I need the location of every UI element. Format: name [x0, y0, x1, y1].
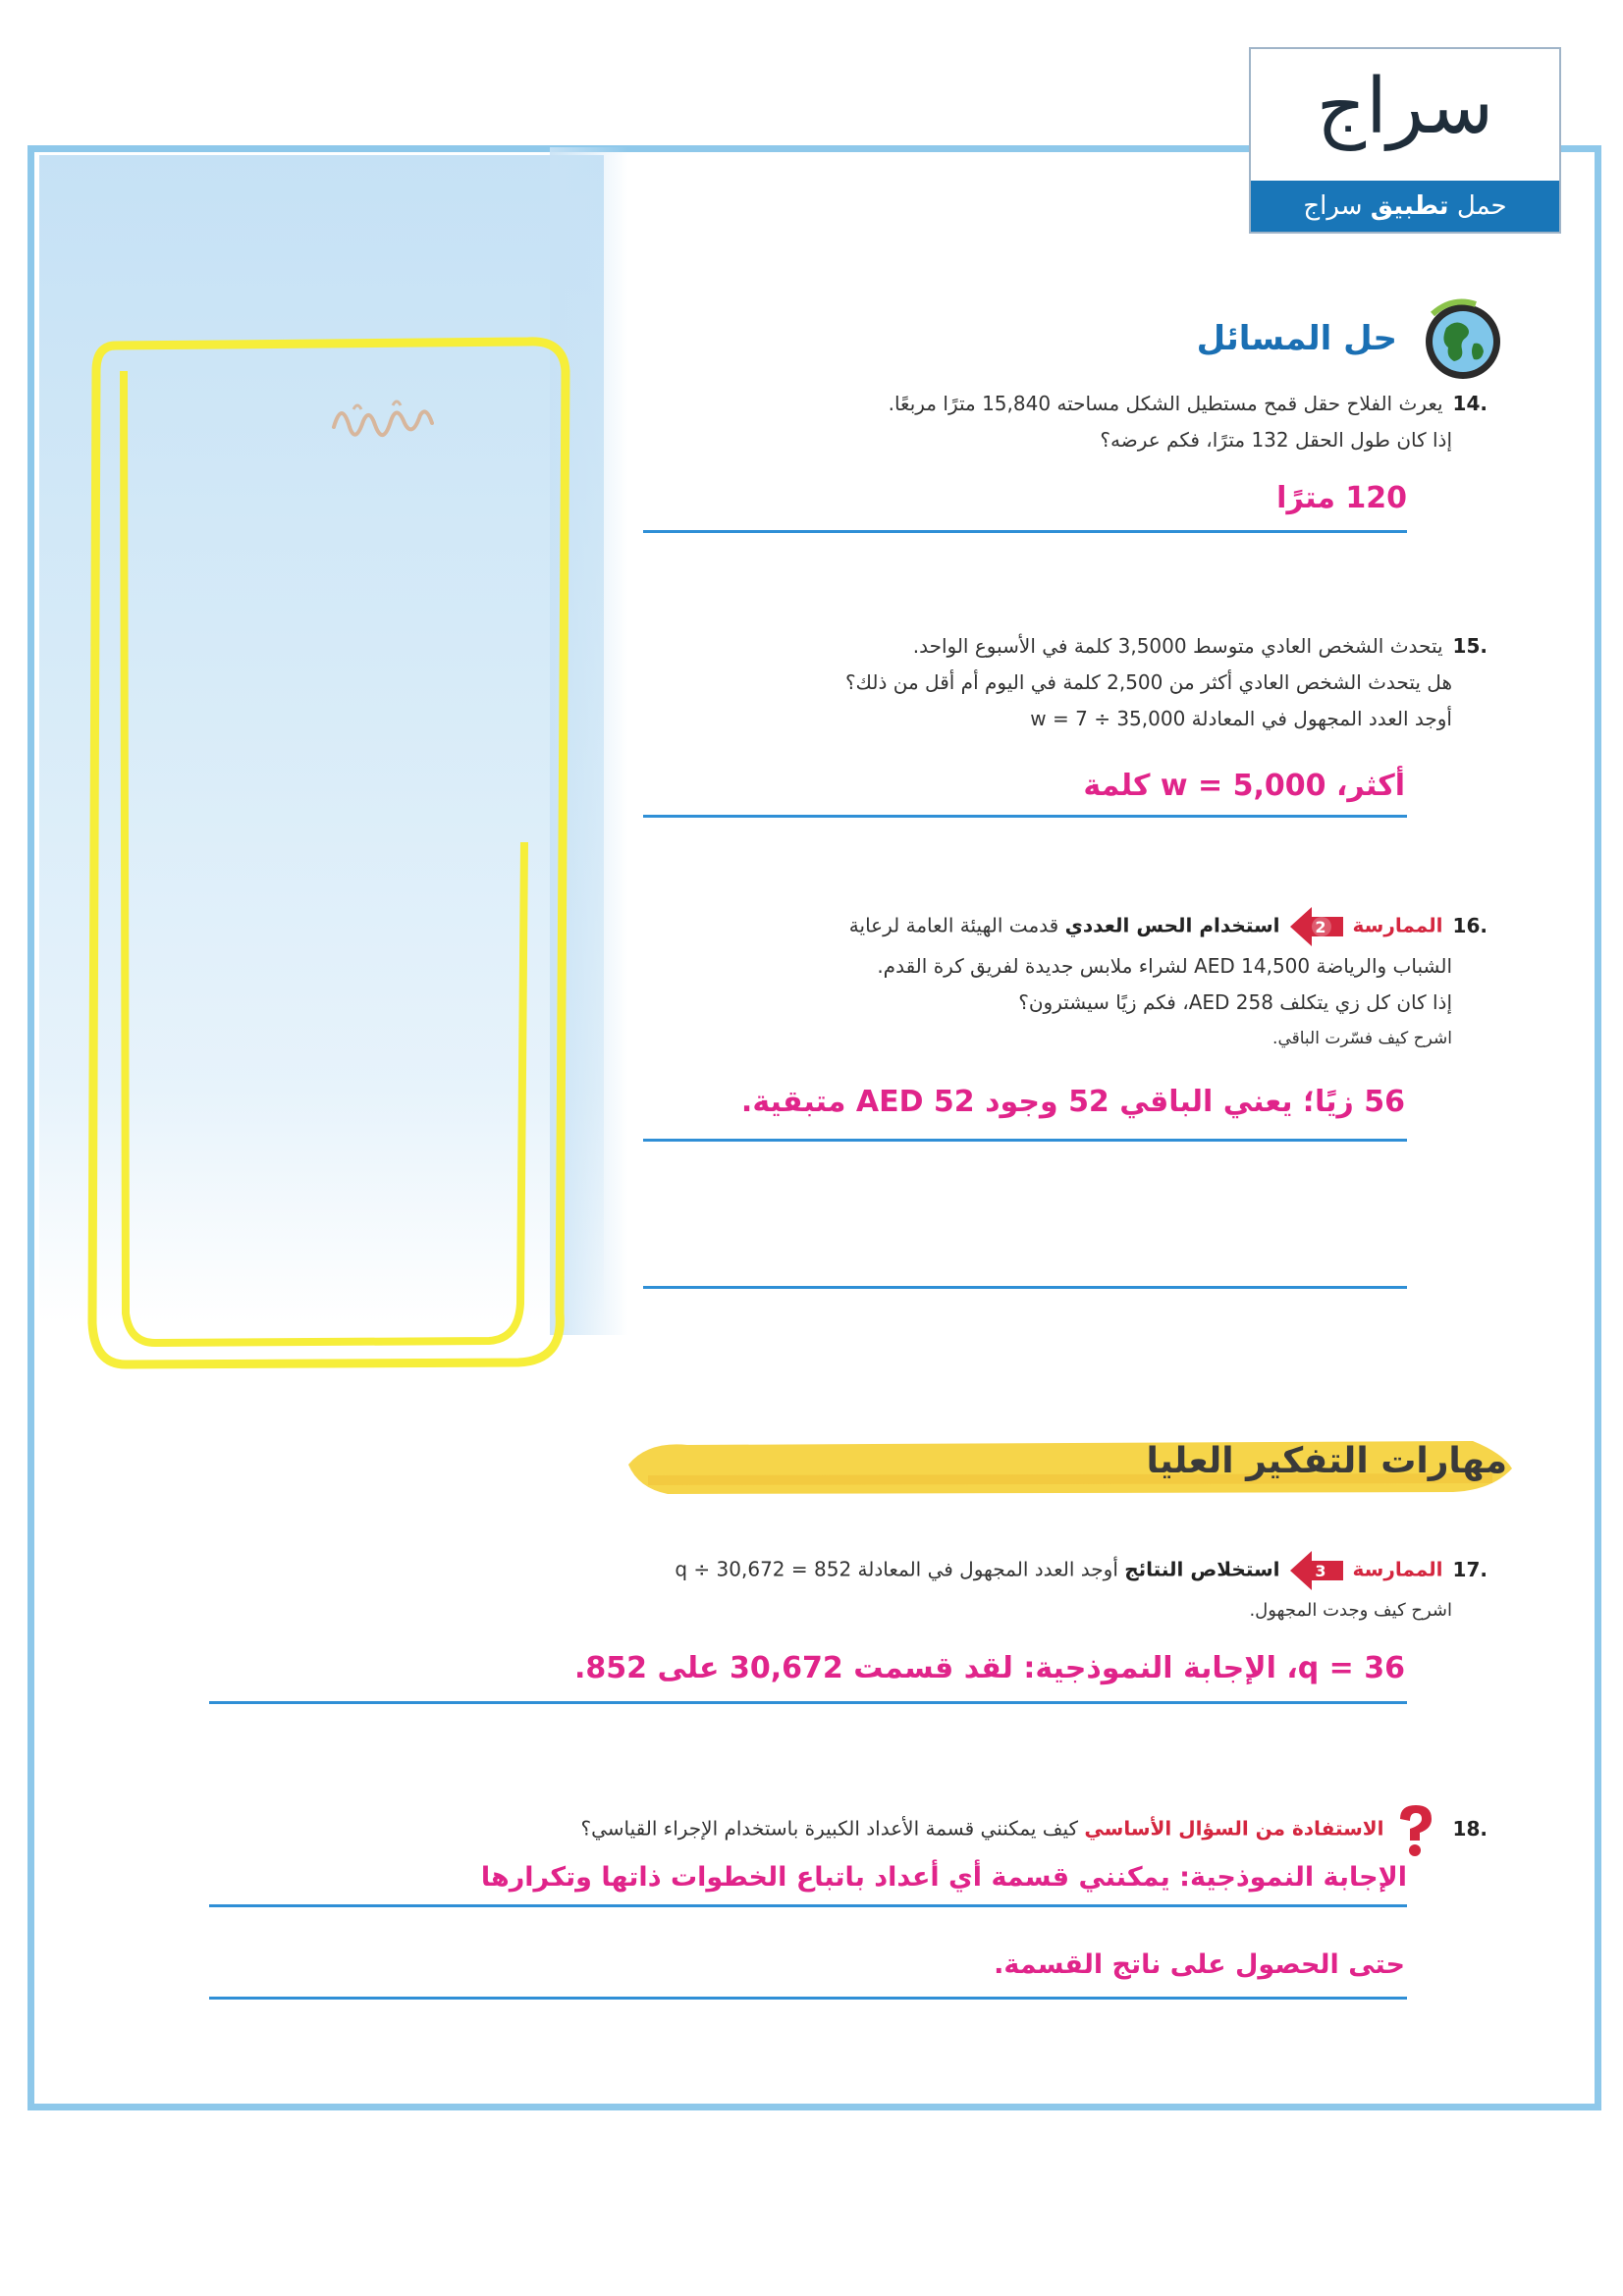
answer-14: 120 مترًا: [1276, 481, 1407, 515]
problem-text: اشرح كيف وجدت المجهول.: [1249, 1600, 1452, 1621]
practice-skill: استخلاص النتائج: [1124, 1557, 1280, 1581]
answer-16: 56 زيًا؛ يعني الباقي 52 وجود AED 52 متبقية.: [740, 1085, 1405, 1119]
problem-text: يتحدث الشخص العادي متوسط 3,5000 كلمة في الأسبوع الواحد.: [912, 634, 1443, 658]
side-credit: [81, 1610, 102, 2002]
answer-18-line2: حتى الحصول على ناتج القسمة.: [994, 1949, 1405, 1980]
section-title: حل المسائل: [1196, 319, 1397, 358]
logo-wordmark: سراج: [1316, 63, 1494, 151]
problem-16: [849, 905, 1488, 1057]
problem-15: [845, 628, 1488, 737]
practice-arrow-icon: [1288, 905, 1345, 948]
problem-text: إذا كان طول الحقل 132 مترًا، فكم عرضه؟: [1100, 428, 1452, 452]
problem-text: إذا كان كل زي يتكلف AED 258، فكم زيًا سيشترون؟: [1018, 990, 1452, 1014]
problem-text: أوجد العدد المجهول في المعادلة 852 = q ÷ 30,672: [675, 1557, 1118, 1581]
problem-number: .15: [1452, 634, 1488, 658]
globe-icon: [1419, 294, 1507, 383]
answer-rule: [209, 1997, 1407, 2000]
essential-question-label: الاستفادة من السؤال الأساسي: [1084, 1816, 1384, 1841]
hot-banner-title: مهارات التفكير العليا: [1146, 1441, 1507, 1481]
yellow-highlight-frame: [86, 332, 575, 1372]
problem-text: قدمت الهيئة العامة لرعاية: [848, 913, 1059, 937]
section-heading: [1197, 294, 1507, 383]
answer-15: أكثر، w = 5,000 كلمة: [1083, 769, 1405, 803]
problem-14: [889, 386, 1488, 458]
problem-18: [581, 1801, 1488, 1858]
problem-text: اشرح كيف فسّرت الباقي.: [1272, 1029, 1452, 1048]
answer-rule: [209, 1701, 1407, 1704]
practice-badge: 3: [1314, 1562, 1326, 1580]
logo-tagline: حمل تطبيق سراج: [1251, 181, 1559, 232]
problem-text: أوجد العدد المجهول في المعادلة w = 7 ÷ 35,000: [1030, 707, 1452, 730]
practice-label: الممارسة: [1352, 913, 1443, 937]
answer-17: q = 36، الإجابة النموذجية: لقد قسمت 30,672 على 852.: [573, 1651, 1405, 1685]
answer-18-line1: الإجابة النموذجية: يمكنني قسمة أي أعداد باتباع الخطوات ذاتها وتكرارها: [480, 1862, 1407, 1893]
problem-text: هل يتحدث الشخص العادي أكثر من 2,500 كلمة في اليوم أم أقل من ذلك؟: [844, 670, 1452, 694]
practice-skill: استخدام الحس العددي: [1064, 913, 1280, 937]
practice-label: الممارسة: [1352, 1557, 1443, 1581]
problem-number: .18: [1452, 1816, 1488, 1841]
problem-text: كيف يمكنني قسمة الأعداد الكبيرة باستخدام الإجراء القياسي؟: [580, 1816, 1079, 1841]
siraj-logo[interactable]: [1249, 47, 1561, 234]
answer-rule: [643, 530, 1407, 533]
problem-number: .14: [1452, 392, 1488, 415]
practice-arrow-icon: [1288, 1549, 1345, 1592]
problem-number: .17: [1452, 1557, 1488, 1581]
problem-text: يعرث الفلاح حقل قمح مستطيل الشكل مساحته 15,840 مترًا مربعًا.: [888, 392, 1443, 415]
answer-rule: [209, 1904, 1407, 1907]
answer-rule: [643, 815, 1407, 818]
problem-17: [675, 1549, 1488, 1629]
problem-text: الشباب والرياضة AED 14,500 لشراء ملابس جديدة لفريق كرة القدم.: [877, 954, 1452, 978]
question-mark-icon: [1390, 1801, 1437, 1858]
problem-number: .16: [1452, 913, 1488, 937]
answer-rule: [643, 1286, 1407, 1289]
answer-rule: [643, 1139, 1407, 1142]
practice-badge: 2: [1314, 918, 1326, 936]
